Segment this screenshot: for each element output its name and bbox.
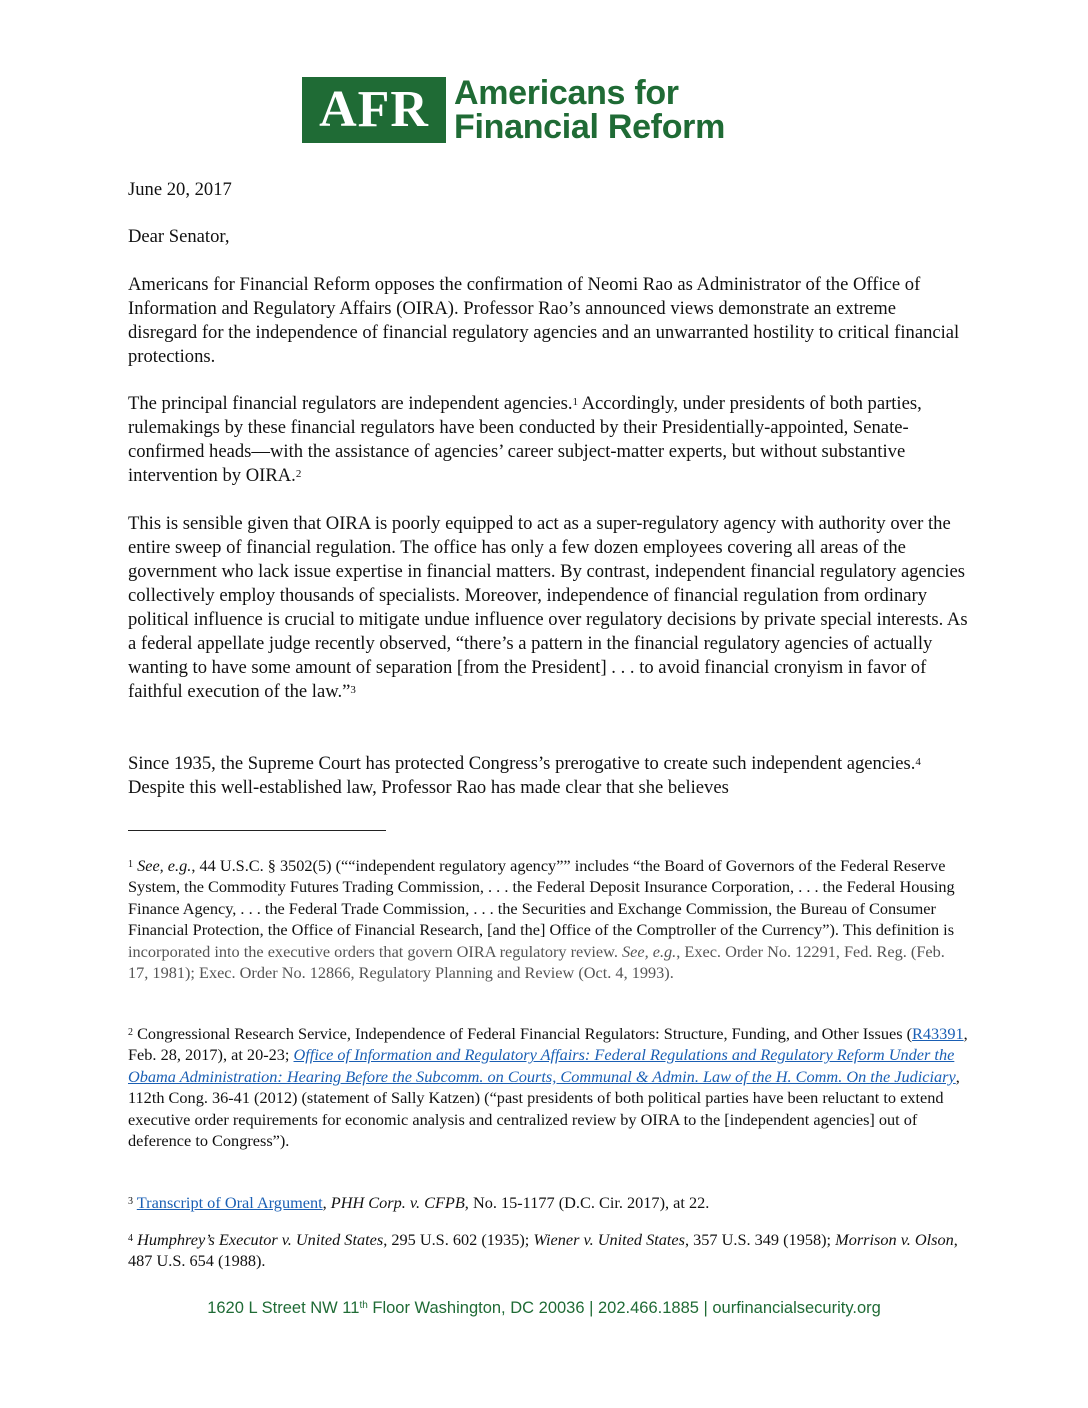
- footnote-ref-1[interactable]: 1: [572, 396, 578, 408]
- footnote-2-text-c: , 112th Cong. 36-41 (2012) (statement of Sally Katzen) (“past presidents of both political parties have been reluctant to extend executive order requirements for economic analysis and centralized review by OIRA to the [independent agencies] out of deference to Congress”).: [128, 1066, 960, 1151]
- footnote-4-text-a: , 295 U.S. 602 (1935);: [383, 1230, 534, 1249]
- afr-logo: [302, 76, 725, 144]
- footnote-2-text-a: Congressional Research Service, Independence of Federal Financial Regulators: Structure, Funding, and Other Issues (: [133, 1024, 913, 1043]
- footnote-1-number: 1: [128, 859, 133, 870]
- footnote-3-case: PHH Corp. v. CFPB: [330, 1193, 465, 1212]
- p2-text-a: The principal financial regulators are independent agencies.: [128, 393, 573, 414]
- body-paragraph-3: [128, 512, 968, 704]
- footnote-1-text-b: incorporated into the executive orders that govern OIRA regulatory review.: [128, 941, 622, 961]
- footnote-2: [128, 1023, 968, 1151]
- footnote-4-text-c: , 487 U.S. 654 (1988).: [128, 1230, 958, 1271]
- footnote-2-number: 2: [128, 1027, 133, 1038]
- footnote-3-text-b: , No. 15-1177 (D.C. Cir. 2017), at 22.: [464, 1193, 710, 1212]
- body-paragraph-1: Americans for Financial Reform opposes the confirmation of Neomi Rao as Administrator of the Office of Information and Regulatory Affairs (OIRA). Professor Rao’s announced views demonstrate an extreme disregard for the independence of financial regulatory agencies and an unwarranted hostility to critical financial protections.: [128, 274, 960, 367]
- p3-text: This is sensible given that OIRA is poorly equipped to act as a super-regulatory agency with authority over the entire sweep of financial regulation. The office has only a few dozen employees covering all areas of the government who lack issue expertise in financial matters. By contrast, independent financial regulatory agencies collectively employ thousands of specialists. Moreover, independence of financial regulation from ordinary political influence is crucial to mitigate undue influence over regulatory decisions by private special interests. As a federal appellate judge recently observed, “there’s a pattern in the financial regulatory agencies of actually wanting to have some amount of separation [from the President] . . . to avoid financial cronyism in favor of faithful execution of the law.”: [128, 513, 968, 702]
- body-paragraph-4: [128, 752, 968, 800]
- p4-text-a: Since 1935, the Supreme Court has protected Congress’s prerogative to create such independent agencies.: [128, 753, 916, 774]
- p4-text-b: Despite this well-established law, Professor Rao has made clear that she believes: [128, 777, 729, 798]
- footnote-4-case-2: Wiener v. United States: [533, 1230, 685, 1249]
- logo-wordmark: [454, 76, 725, 144]
- footer-text-1: 1620 L Street NW 11: [207, 1299, 360, 1317]
- body-paragraph-2: [128, 392, 968, 488]
- footnote-1: [128, 855, 968, 983]
- footnote-ref-2[interactable]: 2: [295, 468, 302, 480]
- footnote-4-case-1: Humphrey’s Executor v. United States: [137, 1230, 384, 1249]
- footnote-1-text-c: , Exec. Order No. 12291, Fed. Reg. (Feb. 17, 1981); Exec. Order No. 12866, Regulatory Planning and Review (Oct. 4, 1993).: [128, 941, 945, 983]
- footnote-3-text-a: ,: [322, 1193, 331, 1212]
- logo-line-1: Americans for: [454, 74, 679, 112]
- footnote-1-text-a: , 44 U.S.C. § 3502(5) (““independent regulatory agency”” includes “the Board of Governors of the Federal Reserve System, the Commodity Futures Trading Commission, . . . the Federal Deposit Insurance Corporation, . . . the Federal Housing Finance Agency, . . . the Federal Trade Commission, . . . the Securities and Exchange Commission, the Bureau of Consumer Financial Protection, the Office of Financial Research, [and the] Office of the Comptroller of the Currency”). This definition is: [128, 856, 955, 940]
- footer-text-2: Floor Washington, DC 20036 | 202.466.1885 | ourfinancialsecurity.org: [367, 1299, 881, 1317]
- footnote-divider: [128, 830, 386, 831]
- footer-sup: th: [359, 1300, 368, 1311]
- footnote-4-number: 4: [128, 1233, 133, 1244]
- letter-salutation: Dear Senator,: [128, 226, 230, 247]
- crs-report-link[interactable]: R43391: [912, 1024, 964, 1043]
- footnote-ref-3[interactable]: 3: [350, 684, 356, 696]
- footnote-3: [128, 1192, 968, 1213]
- footnote-4-case-3: Morrison v. Olson: [835, 1230, 954, 1249]
- footnote-1-see: See, e.g.: [137, 856, 192, 875]
- p2-text-b: Accordingly, under presidents of both parties, rulemakings by these financial regulators have been conducted by their Presidentially-appointed, Senate-confirmed heads—with the assistance of agencies’ career subject-matter experts, but without substantive intervention by OIRA.: [128, 393, 922, 486]
- hearing-link[interactable]: Office of Information and Regulatory Affairs: Federal Regulations and Regulatory Reform Under the Obama Administration: Hearing Before the Subcomm. on Courts, Communal & Admin. Law of the H. Comm. On the Judiciary: [128, 1045, 956, 1086]
- footnote-1-see-2: See, e.g.: [622, 941, 677, 961]
- logo-line-2: Financial Reform: [454, 108, 726, 146]
- logo-abbr-box: [302, 77, 446, 143]
- footnote-ref-4[interactable]: 4: [915, 756, 921, 768]
- footnote-2-text-b: , Feb. 28, 2017), at 20-23;: [128, 1024, 968, 1065]
- logo-abbr: AFR: [319, 81, 429, 138]
- letter-footer: [0, 1297, 1088, 1319]
- footnote-4-text-b: , 357 U.S. 349 (1958);: [684, 1230, 836, 1249]
- letter-date: June 20, 2017: [128, 179, 232, 200]
- footnote-4: [128, 1229, 968, 1272]
- footnote-3-number: 3: [128, 1196, 133, 1207]
- transcript-link[interactable]: Transcript of Oral Argument: [136, 1193, 323, 1212]
